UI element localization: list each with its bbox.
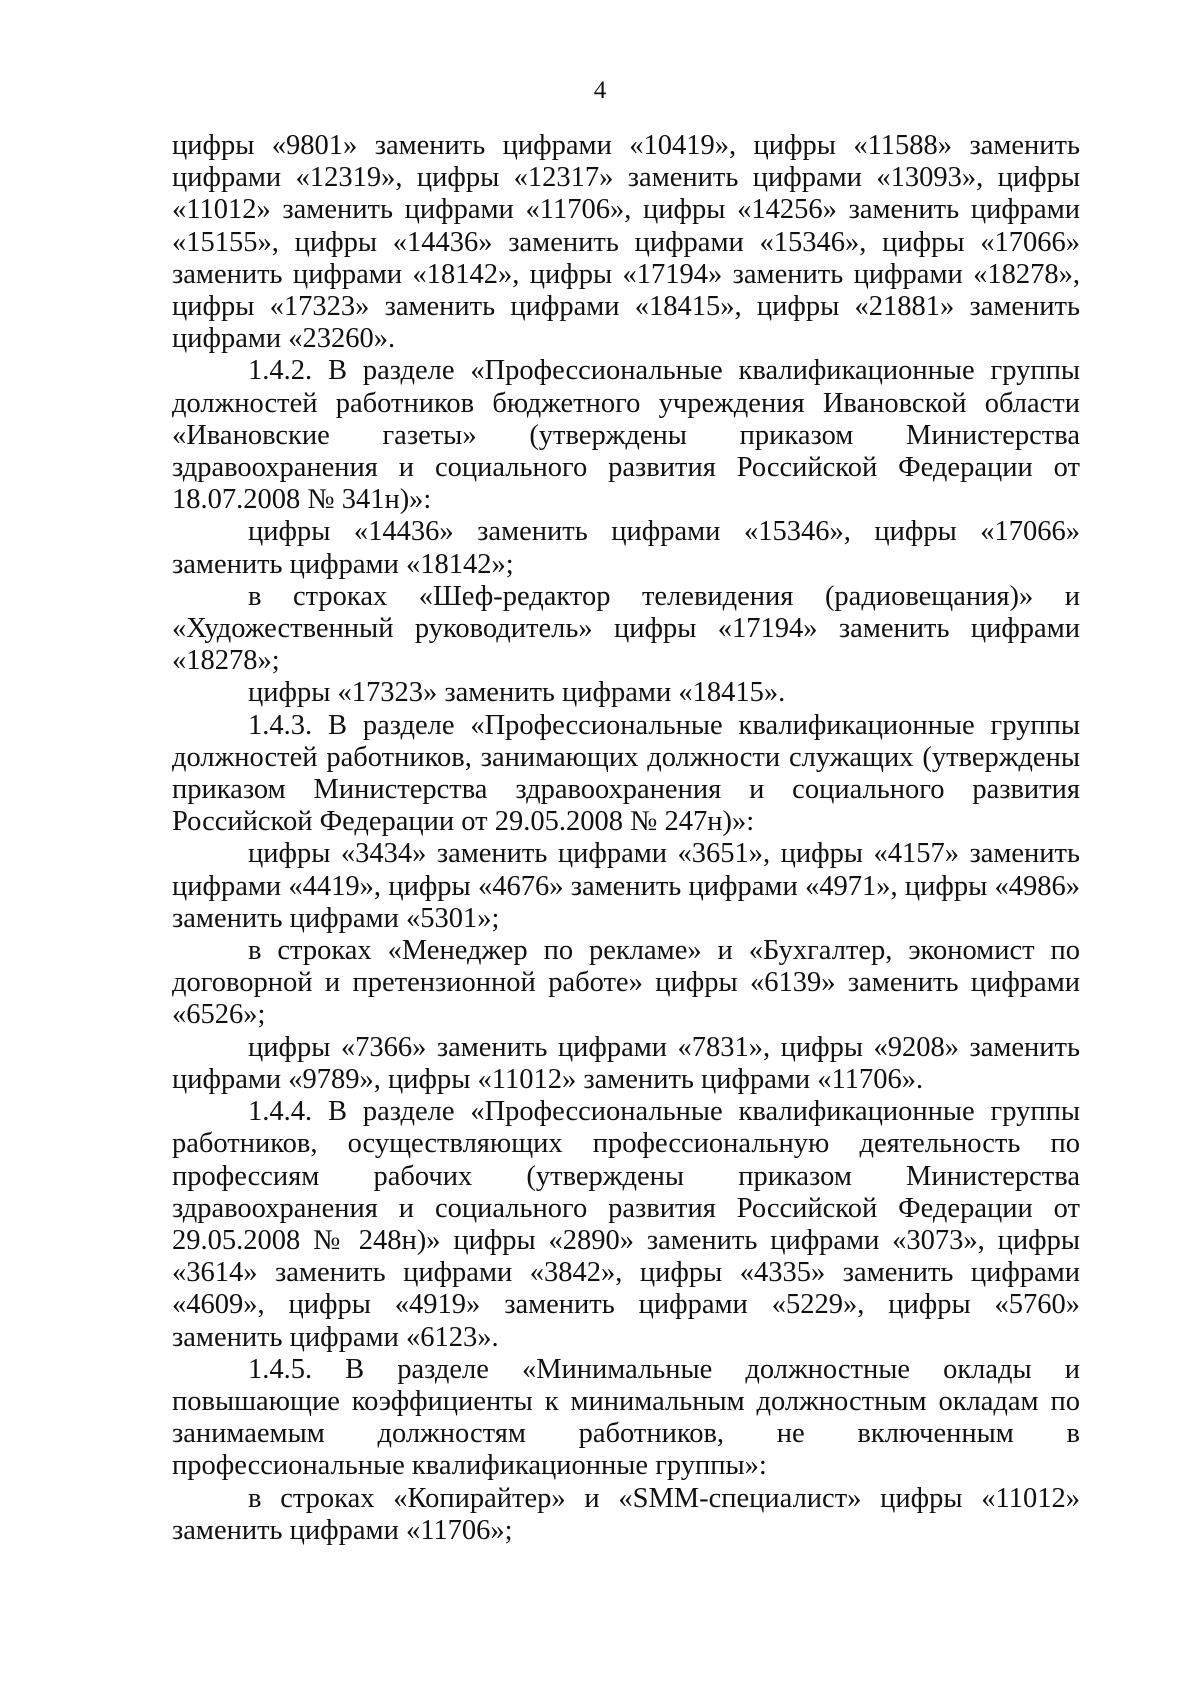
paragraph: цифры «3434» заменить цифрами «3651», цифры «4157» заменить цифрами «4419», цифры «4676» заменить цифрами «4971», цифры «4986» заменить цифрами «5301»; <box>172 838 1080 934</box>
paragraph: в строках «Менеджер по рекламе» и «Бухгалтер, экономист по договорной и претензионной работе» цифры «6139» заменить цифрами «6526»; <box>172 935 1080 1031</box>
paragraph-section-1-4-2: 1.4.2. В разделе «Профессиональные квалификационные группы должностей работников бюджетного учреждения Ивановской области «Ивановские газеты» (утверждены приказом Министерства здравоохранения и социального развития Российской Федерации от 18.07.2008 № 341н)»: <box>172 355 1080 516</box>
paragraph: в строках «Шеф-редактор телевидения (радиовещания)» и «Художественный руководитель» цифры «17194» заменить цифрами «18278»; <box>172 580 1080 677</box>
paragraph: цифры «7366» заменить цифрами «7831», цифры «9208» заменить цифрами «9789», цифры «11012» заменить цифрами «11706». <box>172 1031 1080 1095</box>
paragraph: цифры «17323» заменить цифрами «18415». <box>248 677 786 709</box>
paragraph-section-1-4-3: 1.4.3. В разделе «Профессиональные квалификационные группы должностей работников, занимающих должности служащих (утверждены приказом Министерства здравоохранения и социального развития Российской Федерации от 29.05.2008 № 247н)»: <box>172 709 1080 838</box>
paragraph-section-1-4-4: 1.4.4. В разделе «Профессиональные квалификационные группы работников, осуществляющих профессиональную деятельность по профессиям рабочих (утверждены приказом Министерства здравоохранения и социального развития Российской Федерации от 29.05.2008 № 248н)» цифры «2890» заменить цифрами «3073», цифры «3614» заменить цифрами «3842», цифры «4335» заменить цифрами «4609», цифры «4919» заменить цифрами «5229», цифры «5760» заменить цифрами «6123». <box>172 1096 1080 1353</box>
document-body <box>172 130 1080 1547</box>
paragraph-section-1-4-5: 1.4.5. В разделе «Минимальные должностные оклады и повышающие коэффициенты к минимальным должностным окладам по занимаемым должностям работников, не включенным в профессиональные квалификационные группы»: <box>172 1353 1080 1482</box>
paragraph-continuation: цифры «9801» заменить цифрами «10419», цифры «11588» заменить цифрами «12319», цифры «12317» заменить цифрами «13093», цифры «11012» заменить цифрами «11706», цифры «14256» заменить цифрами «15155», цифры «14436» заменить цифрами «15346», цифры «17066» заменить цифрами «18142», цифры «17194» заменить цифрами «18278», цифры «17323» заменить цифрами «18415», цифры «21881» заменить цифрами «23260». <box>172 130 1080 355</box>
page-number: 4 <box>593 77 607 104</box>
paragraph: цифры «14436» заменить цифрами «15346», цифры «17066» заменить цифрами «18142»; <box>172 516 1080 580</box>
paragraph: в строках «Копирайтер» и «SMM-специалист» цифры «11012» заменить цифрами «11706»; <box>172 1482 1080 1546</box>
